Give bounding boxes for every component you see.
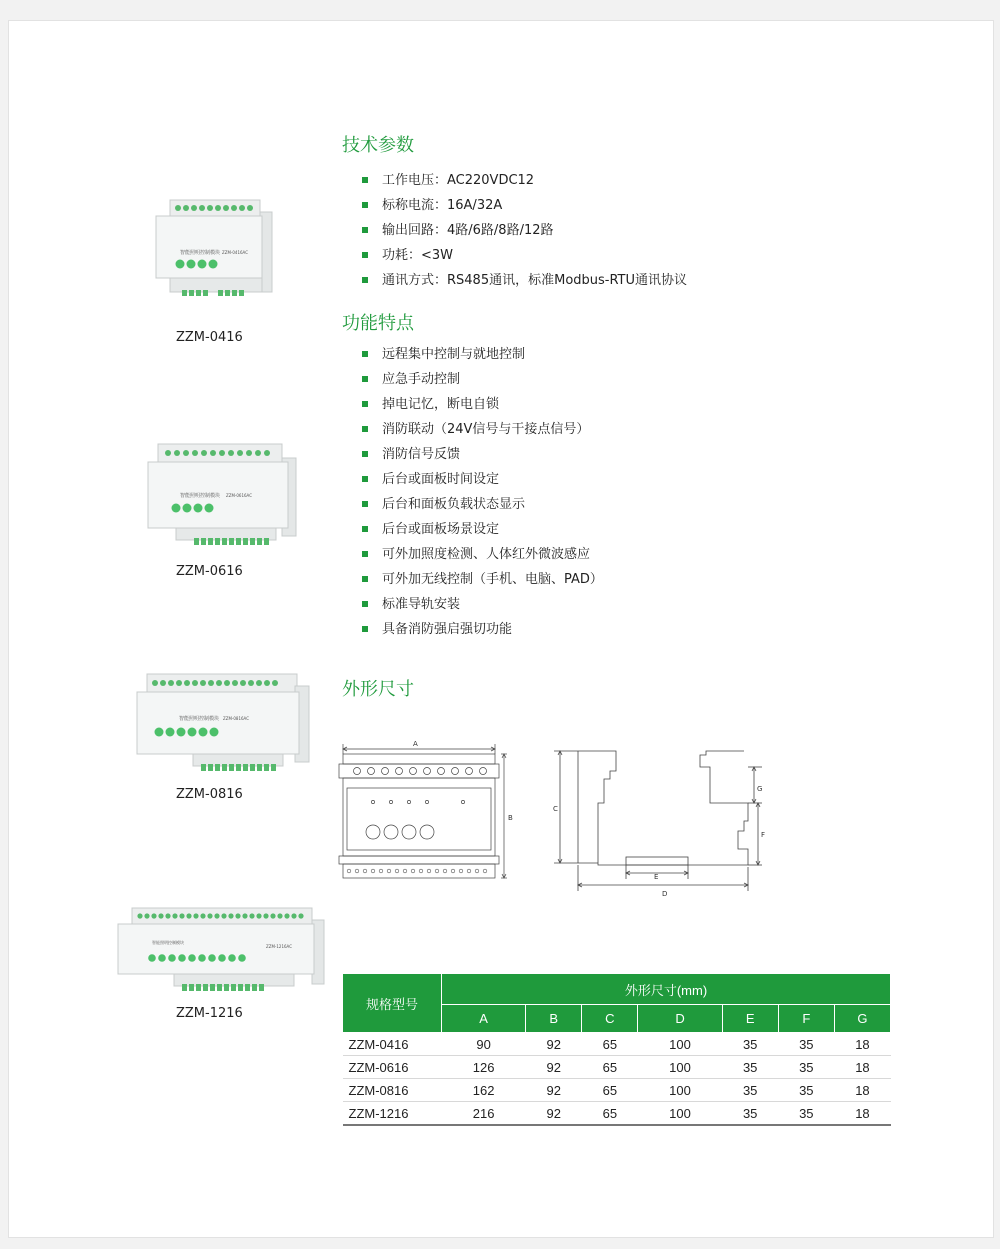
- svg-text:智能照明控制模块: 智能照明控制模块: [180, 250, 221, 256]
- table-cell: 65: [582, 1033, 638, 1056]
- features-list: [362, 342, 603, 642]
- side-dimension-diagram: [548, 745, 780, 904]
- bullet-icon: [362, 626, 368, 632]
- table-cell: 92: [526, 1033, 582, 1056]
- table-cell: 65: [582, 1079, 638, 1102]
- table-cell: 162: [442, 1079, 526, 1102]
- bullet-icon: [362, 551, 368, 557]
- table-cell: 35: [722, 1102, 778, 1126]
- column-header-a: A: [442, 1005, 526, 1033]
- module-device-icon: [140, 442, 300, 554]
- table-cell: 100: [638, 1033, 722, 1056]
- svg-text:ZZM-0816AC: ZZM-0816AC: [223, 716, 250, 721]
- list-item: 通讯方式：RS485通讯，标准Modbus-RTU通讯协议: [362, 268, 687, 293]
- bullet-icon: [362, 227, 368, 233]
- table-cell-model: ZZM-0416: [343, 1033, 442, 1056]
- bullet-icon: [362, 476, 368, 482]
- product-image-zzm-0816: [133, 672, 313, 780]
- table-cell: 100: [638, 1102, 722, 1126]
- svg-text:B: B: [508, 814, 513, 822]
- bullet-icon: [362, 351, 368, 357]
- table-cell-model: ZZM-1216: [343, 1102, 442, 1126]
- bullet-icon: [362, 401, 368, 407]
- bullet-icon: [362, 277, 368, 283]
- table-cell: 18: [834, 1033, 890, 1056]
- product-image-zzm-1216: [116, 906, 328, 998]
- list-item: 功耗：<3W: [362, 243, 687, 268]
- model-label: ZZM-1216: [176, 1006, 243, 1021]
- table-cell: 65: [582, 1102, 638, 1126]
- front-dimension-diagram: [335, 740, 525, 892]
- table-cell: 100: [638, 1056, 722, 1079]
- model-label: ZZM-0416: [176, 330, 243, 345]
- svg-text:F: F: [761, 831, 766, 839]
- table-cell: 35: [722, 1056, 778, 1079]
- table-cell-model: ZZM-0816: [343, 1079, 442, 1102]
- model-label: ZZM-0616: [176, 564, 243, 579]
- table-cell-model: ZZM-0616: [343, 1056, 442, 1079]
- module-device-icon: [133, 672, 313, 780]
- svg-text:ZZM-1216AC: ZZM-1216AC: [266, 944, 293, 949]
- column-header-f: F: [778, 1005, 834, 1033]
- module-device-icon: [152, 198, 277, 316]
- table-cell: 90: [442, 1033, 526, 1056]
- list-item: 后台或面板场景设定: [362, 517, 603, 542]
- bullet-icon: [362, 252, 368, 258]
- table-cell: 18: [834, 1079, 890, 1102]
- table-cell: 35: [778, 1056, 834, 1079]
- product-image-zzm-0416: [152, 198, 277, 316]
- list-item: 具备消防强启强切功能: [362, 617, 603, 642]
- table-cell: 216: [442, 1102, 526, 1126]
- table-cell: 92: [526, 1056, 582, 1079]
- table-header-row: [343, 974, 891, 1005]
- svg-text:C: C: [553, 805, 558, 813]
- bullet-icon: [362, 202, 368, 208]
- svg-text:智能照明控制模块: 智能照明控制模块: [179, 716, 220, 722]
- list-item: 可外加照度检测、人体红外微波感应: [362, 542, 603, 567]
- bullet-icon: [362, 451, 368, 457]
- features-title: 功能特点: [342, 313, 414, 334]
- table-cell: 35: [722, 1033, 778, 1056]
- column-header-d: D: [638, 1005, 722, 1033]
- column-header-e: E: [722, 1005, 778, 1033]
- list-item: 标准导轨安装: [362, 592, 603, 617]
- list-item: 标称电流：16A/32A: [362, 193, 687, 218]
- list-item: 消防联动（24V信号与干接点信号）: [362, 417, 603, 442]
- list-item: 消防信号反馈: [362, 442, 603, 467]
- bullet-icon: [362, 501, 368, 507]
- column-header-c: C: [582, 1005, 638, 1033]
- table-cell: 18: [834, 1102, 890, 1126]
- table-row: [343, 1056, 891, 1079]
- tech-params-list: [362, 168, 687, 293]
- bullet-icon: [362, 601, 368, 607]
- column-header-b: B: [526, 1005, 582, 1033]
- table-cell: 35: [722, 1079, 778, 1102]
- dimensions-column-header: 外形尺寸(mm): [442, 974, 891, 1005]
- model-label: ZZM-0816: [176, 787, 243, 802]
- list-item: 掉电记忆，断电自锁: [362, 392, 603, 417]
- svg-text:D: D: [662, 890, 668, 898]
- table-cell: 35: [778, 1102, 834, 1126]
- table-cell: 35: [778, 1079, 834, 1102]
- model-column-header: 规格型号: [343, 974, 442, 1033]
- table-cell: 65: [582, 1056, 638, 1079]
- tech-params-title: 技术参数: [342, 135, 414, 156]
- bullet-icon: [362, 426, 368, 432]
- svg-text:ZZM-0416AC: ZZM-0416AC: [222, 250, 249, 255]
- bullet-icon: [362, 576, 368, 582]
- list-item: 工作电压：AC220VDC12: [362, 168, 687, 193]
- svg-text:ZZM-0616AC: ZZM-0616AC: [226, 493, 253, 498]
- table-row: [343, 1079, 891, 1102]
- list-item: 输出回路：4路/6路/8路/12路: [362, 218, 687, 243]
- column-header-g: G: [834, 1005, 890, 1033]
- list-item: 应急手动控制: [362, 367, 603, 392]
- table-cell: 35: [778, 1033, 834, 1056]
- svg-text:A: A: [413, 740, 418, 748]
- list-item: 可外加无线控制（手机、电脑、PAD）: [362, 567, 603, 592]
- bullet-icon: [362, 177, 368, 183]
- table-row: [343, 1033, 891, 1056]
- dimensions-title: 外形尺寸: [342, 679, 414, 700]
- list-item: 后台和面板负载状态显示: [362, 492, 603, 517]
- list-item: 后台或面板时间设定: [362, 467, 603, 492]
- bullet-icon: [362, 376, 368, 382]
- table-row: [343, 1102, 891, 1126]
- svg-text:E: E: [654, 873, 659, 881]
- module-device-icon: [116, 906, 328, 998]
- dimensions-table: [342, 973, 891, 1126]
- table-cell: 92: [526, 1079, 582, 1102]
- table-cell: 100: [638, 1079, 722, 1102]
- svg-text:智能照明控制模块: 智能照明控制模块: [152, 940, 184, 945]
- table-cell: 92: [526, 1102, 582, 1126]
- list-item: 远程集中控制与就地控制: [362, 342, 603, 367]
- bullet-icon: [362, 526, 368, 532]
- svg-text:智能照明控制模块: 智能照明控制模块: [180, 493, 221, 499]
- svg-text:G: G: [757, 785, 763, 793]
- table-cell: 18: [834, 1056, 890, 1079]
- product-image-zzm-0616: [140, 442, 300, 554]
- table-cell: 126: [442, 1056, 526, 1079]
